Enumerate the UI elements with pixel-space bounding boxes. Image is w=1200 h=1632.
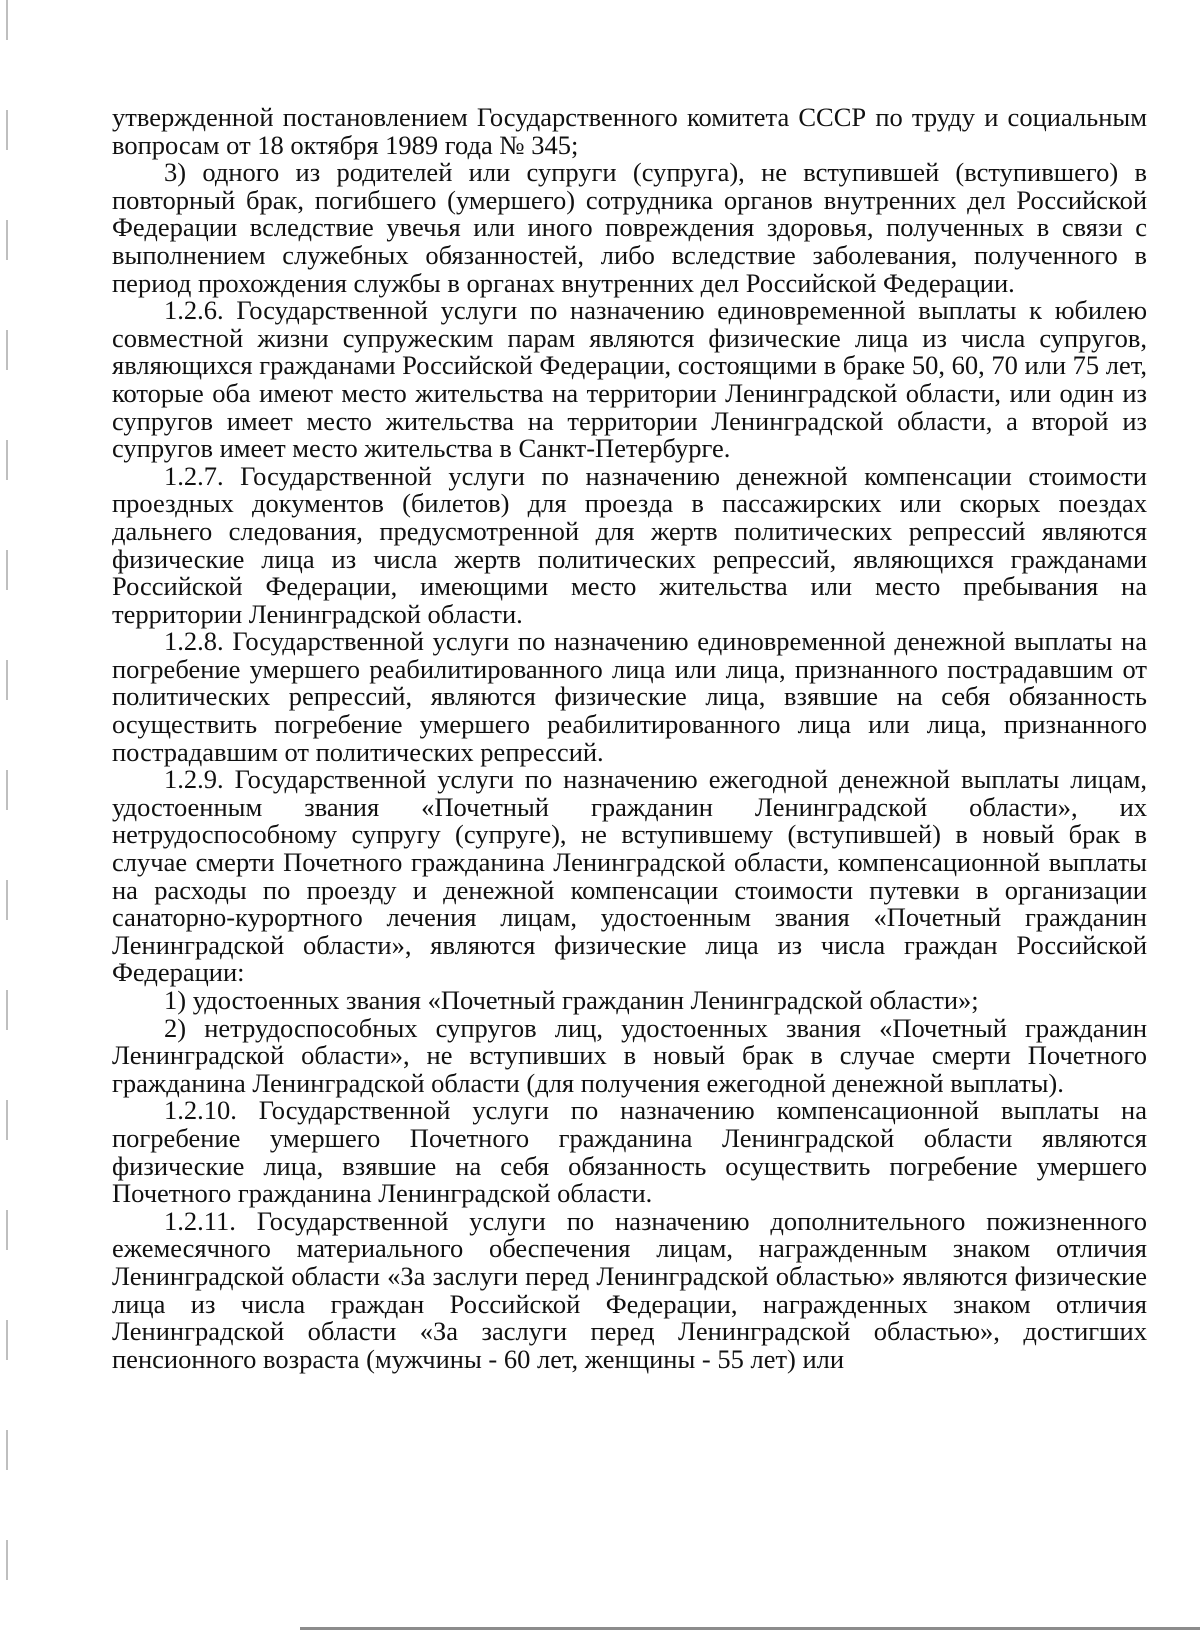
paragraph-1-2-6: 1.2.6. Государственной услуги по назначению единовременной выплаты к юбилею совместной жизни супружеским парам являются физические лица из числа супругов, являющихся гражданами Российской Федерации, состоящими в браке 50, 60, 70 или 75 лет, которые оба имеют место жительства на территории Ленинградской области, или один из супругов имеет место жительства на территории Ленинградской области, а второй из супругов имеет место жительства в Санкт-Петербурге. bbox=[112, 295, 1147, 464]
scan-edge-left bbox=[6, 0, 8, 1632]
paragraph-1-2-7: 1.2.7. Государственной услуги по назначению денежной компенсации стоимости проездных документов (билетов) для проезда в пассажирских или скорых поездах дальнего следования, предусмотренной для жертв политических репрессий являются физические лица из числа жертв политических репрессий, являющихся гражданами Российской Федерации, имеющими место жительства или место пребывания на территории Ленинградской области. bbox=[112, 460, 1147, 629]
document-body bbox=[112, 104, 1147, 1373]
paragraph-continuation: утвержденной постановлением Государственного комитета СССР по труду и социальным вопросам от 18 октября 1989 года № 345; bbox=[112, 102, 1147, 160]
paragraph-1-2-11: 1.2.11. Государственной услуги по назначению дополнительного пожизненного ежемесячного материального обеспечения лицам, награжденным знаком отличия Ленинградской области «За заслуги перед Ленинградской областью» являются физические лица из числа граждан Российской Федерации, награжденных знаком отличия Ленинградской области «За заслуги перед Ленинградской областью», достигших пенсионного возраста (мужчины - 60 лет, женщины - 55 лет) или bbox=[112, 1205, 1147, 1374]
paragraph-1-2-9: 1.2.9. Государственной услуги по назначению ежегодной денежной выплаты лицам, удостоенным звания «Почетный гражданин Ленинградской области», их нетрудоспособному супругу (супруге), не вступившему (вступившей) в новый брак в случае смерти Почетного гражданина Ленинградской области, компенсационной выплаты на расходы по проезду и денежной компенсации стоимости путевки в организации санаторно-курортного лечения лицам, удостоенным звания «Почетный гражданин Ленинградской области», являются физические лица из числа граждан Российской Федерации: bbox=[112, 764, 1147, 988]
paragraph-1-2-10: 1.2.10. Государственной услуги по назначению компенсационной выплаты на погребение умершего Почетного гражданина Ленинградской области являются физические лица, взявшие на себя обязанность осуществить погребение умершего Почетного гражданина Ленинградской области. bbox=[112, 1095, 1147, 1209]
paragraph-item-3: 3) одного из родителей или супруги (супруга), не вступившей (вступившего) в повторный брак, погибшего (умершего) сотрудника органов внутренних дел Российской Федерации вследствие увечья или иного повреждения здоровья, полученных в связи с выполнением служебных обязанностей, либо вследствие заболевания, полученного в период прохождения службы в органах внутренних дел Российской Федерации. bbox=[112, 157, 1147, 298]
paragraph-1-2-8: 1.2.8. Государственной услуги по назначению единовременной денежной выплаты на погребение умершего реабилитированного лица или лица, признанного пострадавшим от политических репрессий, являются физические лица, взявшие на себя обязанность осуществить погребение умершего реабилитированного лица или лица, признанного пострадавшим от политических репрессий. bbox=[112, 626, 1147, 767]
paragraph-item-2: 2) нетрудоспособных супругов лиц, удостоенных звания «Почетный гражданин Ленинградской области», не вступивших в новый брак в случае смерти Почетного гражданина Ленинградской области (для получения ежегодной денежной выплаты). bbox=[112, 1012, 1147, 1098]
paragraph-item-1: 1) удостоенных звания «Почетный гражданин Ленинградской области»; bbox=[164, 985, 979, 1015]
scan-edge-bottom bbox=[300, 1627, 1200, 1630]
